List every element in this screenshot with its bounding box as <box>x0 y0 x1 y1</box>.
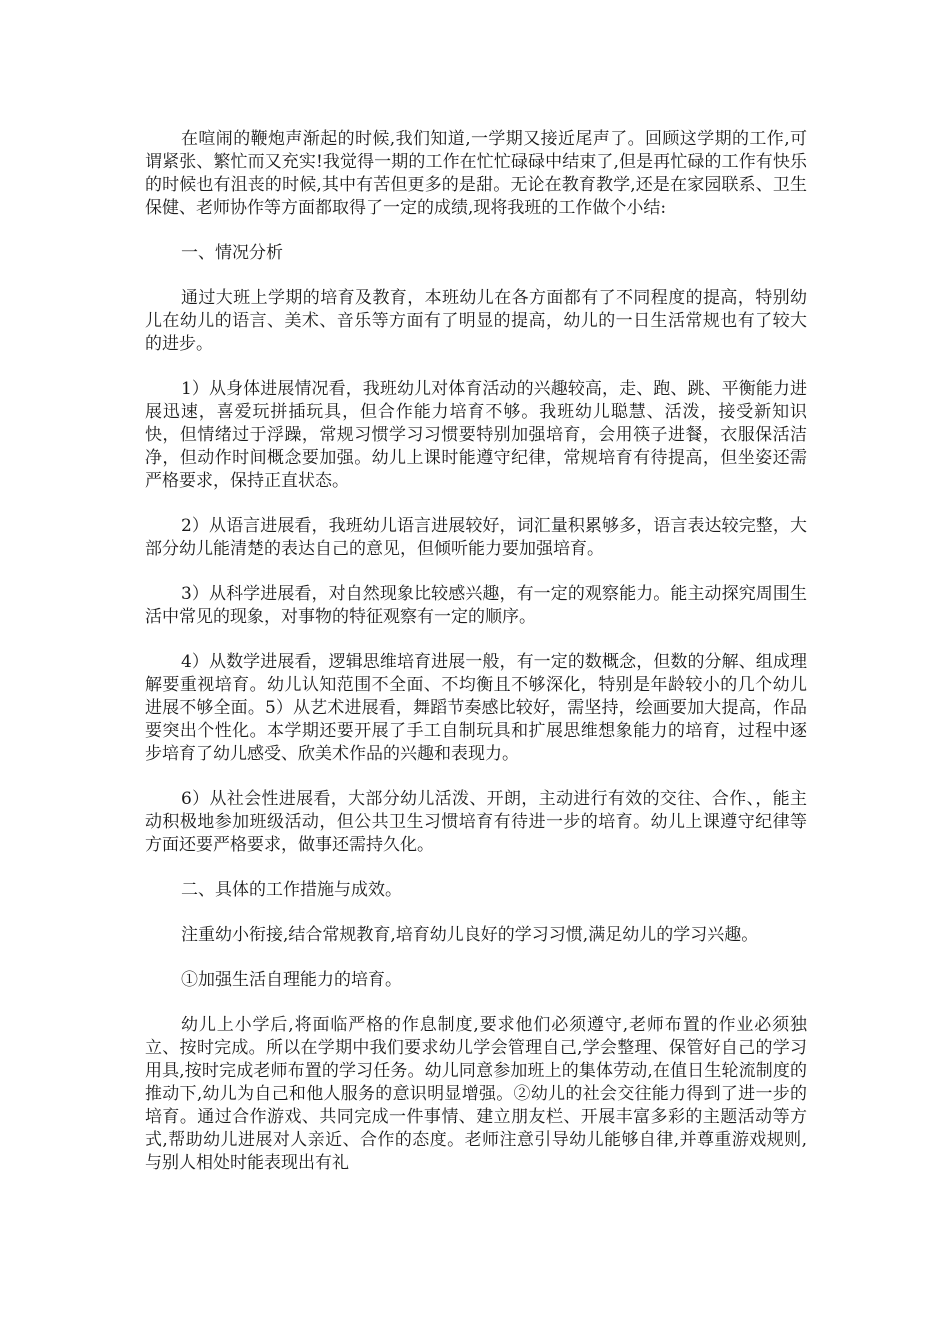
physical-development-paragraph: 1）从身体进展情况看，我班幼儿对体育活动的兴趣较高，走、跑、跳、平衡能力进展迅速，喜爱玩拼插玩具，但合作能力培育不够。我班幼儿聪慧、活泼，接受新知识快，但情绪过于浮躁，常规习惯学习习惯要特别加强培育，会用筷子进餐，衣服保活洁净，但动作时间概念要加强。幼儿上课时能遵守纪律，常规培育有待提高，但坐姿还需严格要求，保持正直状态。 <box>145 379 807 491</box>
self-care-paragraph: 幼儿上小学后,将面临严格的作息制度,要求他们必须遵守,老师布置的作业必须独立、按时完成。所以在学期中我们要求幼儿学会管理自己,学会整理、保管好自己的学习用具,按时完成老师布置的学习任务。幼儿同意参加班上的集体劳动,在值日生轮流制度的推动下,幼儿为自己和他人服务的意识明显增强。②幼儿的社会交往能力得到了进一步的培育。通过合作游戏、共同完成一件事情、建立朋友栏、开展丰富多彩的主题活动等方式,帮助幼儿进展对人亲近、合作的态度。老师注意引导幼儿能够自律,并尊重游戏规则,与别人相处时能表现出有礼 <box>145 1015 807 1173</box>
language-development-paragraph: 2）从语言进展看，我班幼儿语言进展较好，词汇量积累够多，语言表达较完整，大部分幼儿能清楚的表达自己的意见，但倾听能力要加强培育。 <box>145 516 807 559</box>
overview-paragraph: 通过大班上学期的培育及教育，本班幼儿在各方面都有了不同程度的提高，特别幼儿在幼儿的语言、美术、音乐等方面有了明显的提高，幼儿的一日生活常规也有了较大的进步。 <box>145 288 807 354</box>
math-art-development-paragraph: 4）从数学进展看，逻辑思维培育进展一般，有一定的数概念，但数的分解、组成理解要重视培育。幼儿认知范围不全面、不均衡且不够深化，特别是年龄较小的几个幼儿进展不够全面。5）从艺术进展看，舞蹈节奏感比较好，需坚持，绘画要加大提高，作品要突出个性化。本学期还要开展了手工自制玩具和扩展思维想象能力的培育，过程中逐步培育了幼儿感受、欣美术作品的兴趣和表现力。 <box>145 652 807 764</box>
section-heading-situation: 一、情况分析 <box>181 243 283 263</box>
self-care-heading: ①加强生活自理能力的培育。 <box>181 970 402 990</box>
social-development-paragraph: 6）从社会性进展看，大部分幼儿活泼、开朗，主动进行有效的交往、合作、，能主动积极地参加班级活动，但公共卫生习惯培育有待进一步的培育。幼儿上课遵守纪律等方面还要严格要求，做事还需持久化。 <box>145 789 807 855</box>
intro-paragraph: 在喧闹的鞭炮声渐起的时候,我们知道,一学期又接近尾声了。回顾这学期的工作,可谓紧张、繁忙而又充实!我觉得一期的工作在忙忙碌碌中结束了,但是再忙碌的工作有快乐的时候也有沮丧的时候,其中有苦但更多的是甜。无论在教育教学,还是在家园联系、卫生保健、老师协作等方面都取得了一定的成绩,现将我班的工作做个小结: <box>145 129 807 218</box>
science-development-paragraph: 3）从科学进展看，对自然现象比较感兴趣，有一定的观察能力。能主动探究周围生活中常见的现象，对事物的特征观察有一定的顺序。 <box>145 584 807 627</box>
transition-paragraph: 注重幼小衔接,结合常规教育,培育幼儿良好的学习习惯,满足幼儿的学习兴趣。 <box>181 925 759 945</box>
section-heading-measures: 二、具体的工作措施与成效。 <box>181 880 402 900</box>
document-body <box>145 128 807 1197</box>
